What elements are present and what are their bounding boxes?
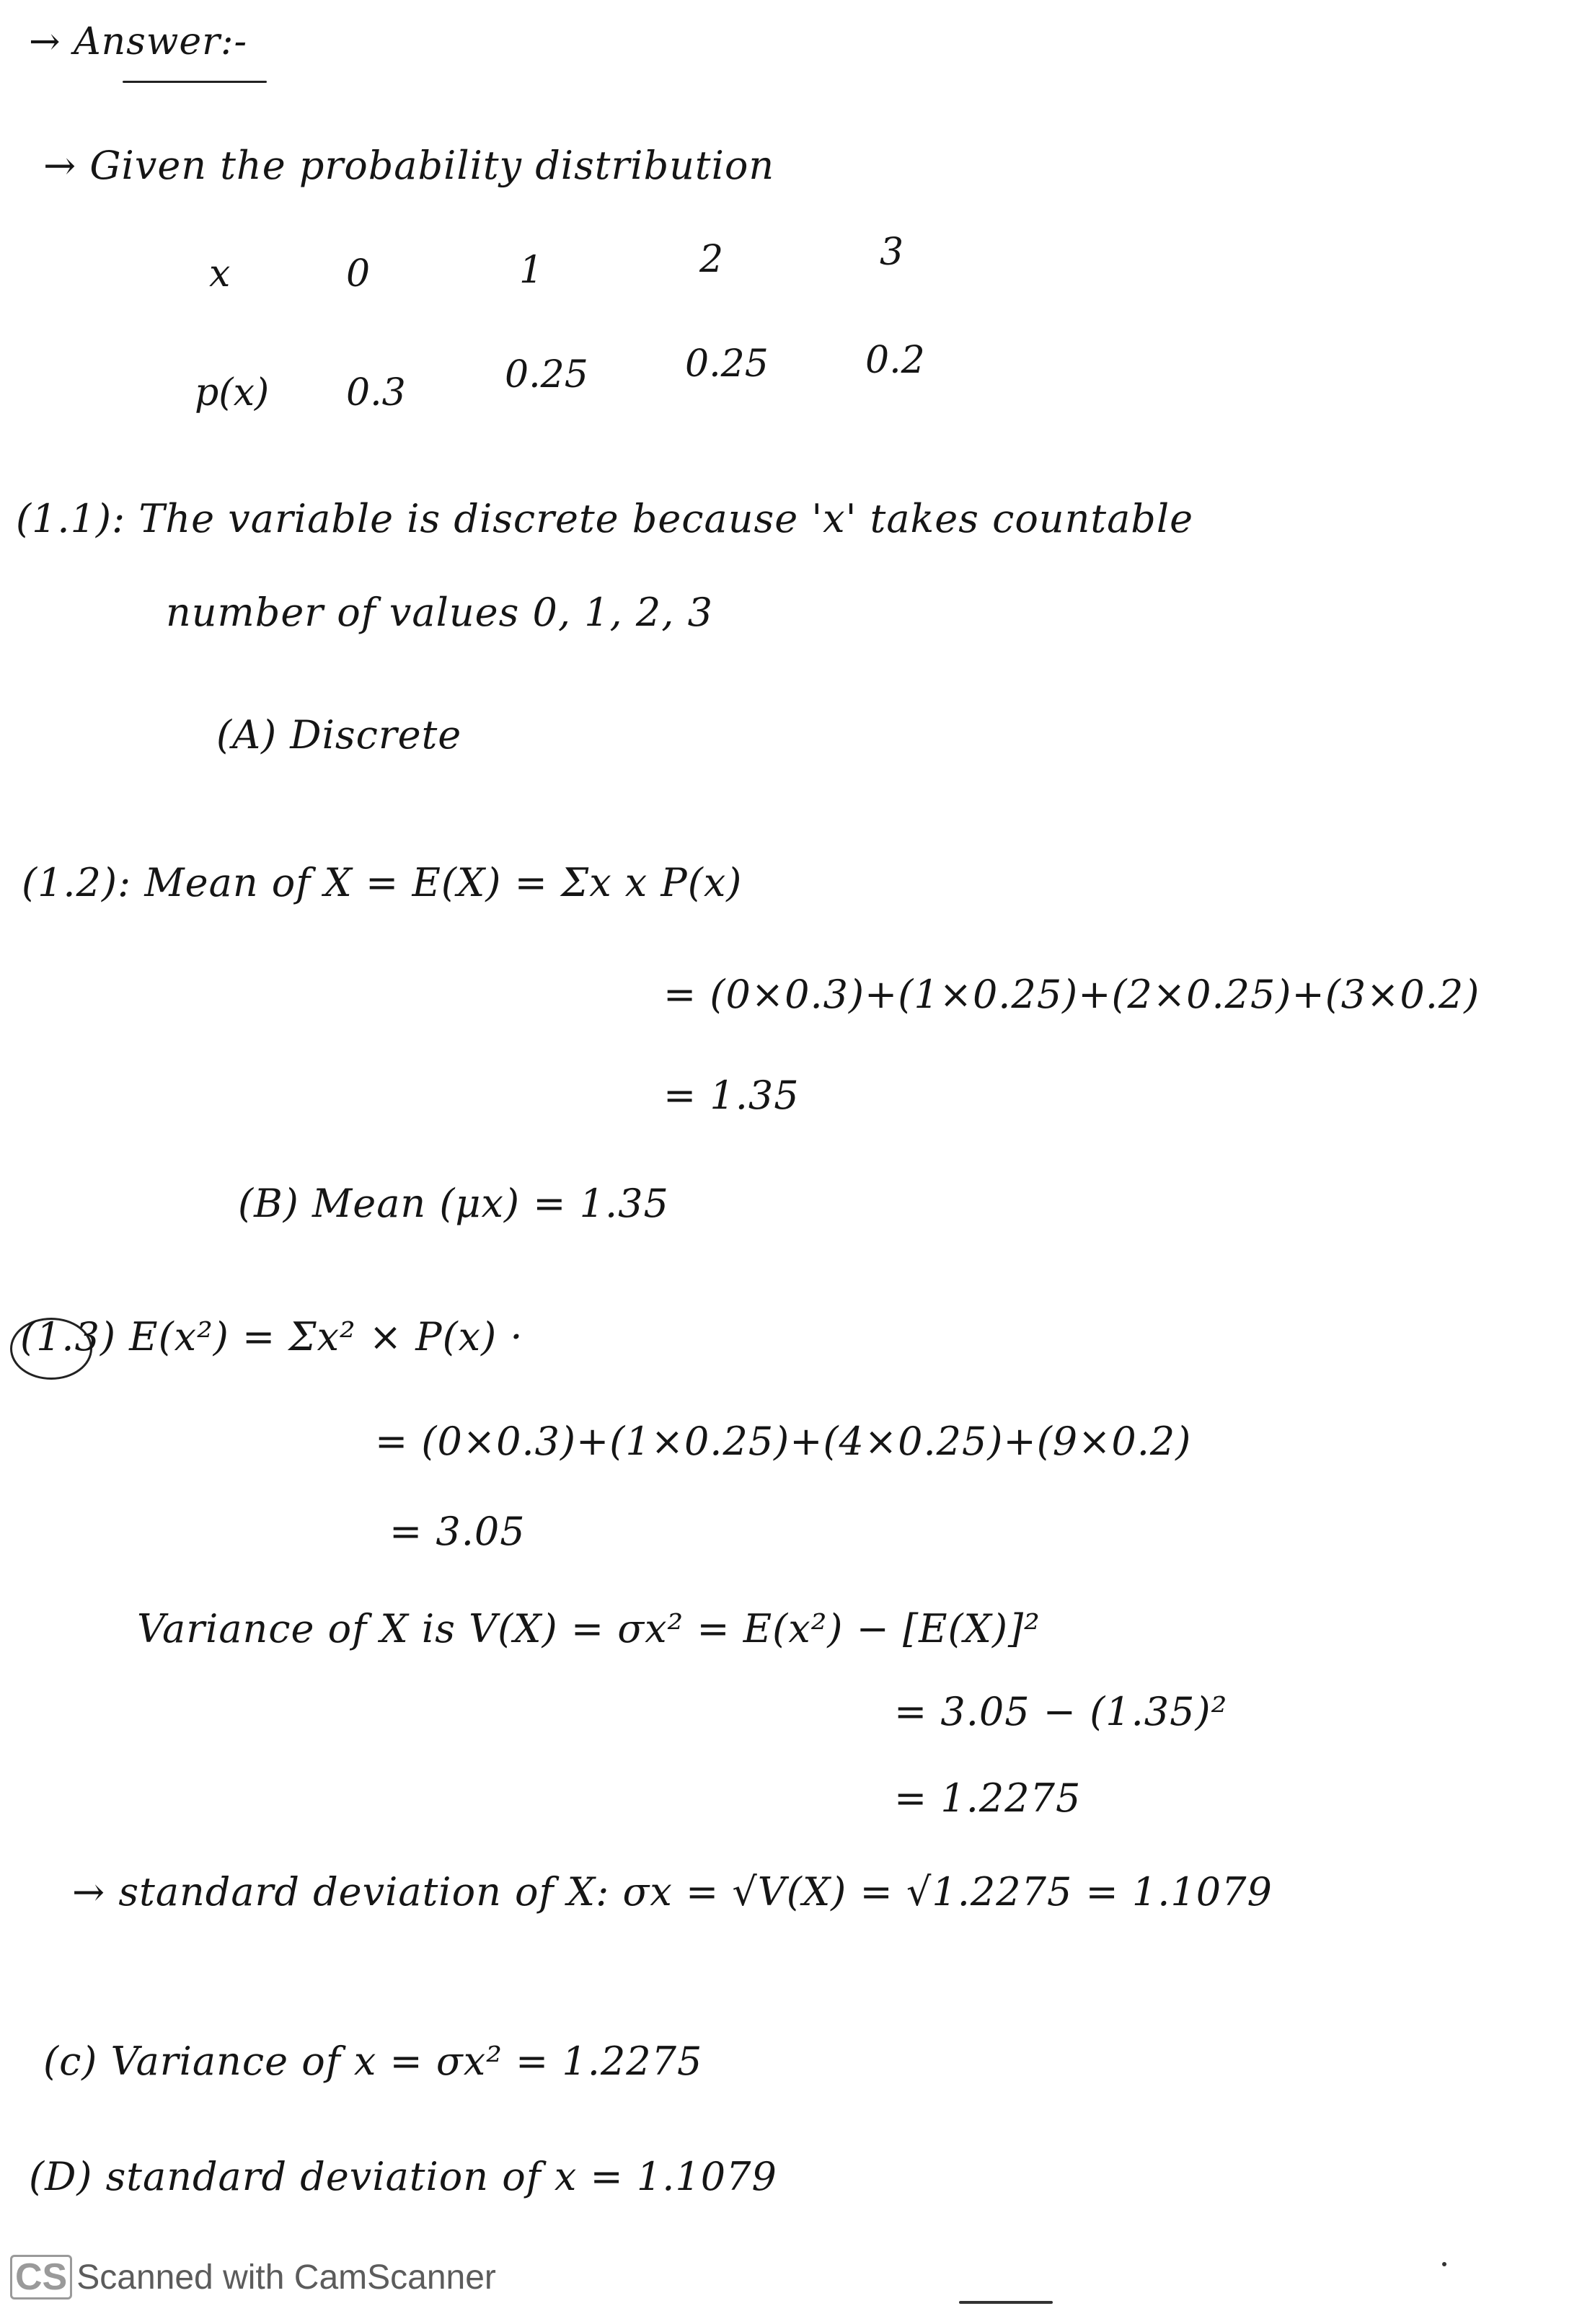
part-1-3-line-4: Variance of X is V(X) = σx² = E(x²) − [E(X)]² [137,1606,1040,1651]
part-1-2-line-1: (1.2): Mean of X = E(X) = Σx x P(x) [22,860,743,905]
table-px-value: 0.3 [346,371,406,414]
part-1-1-line-2: number of values 0, 1, 2, 3 [166,590,713,635]
part-1-1-line-1: (1.1): The variable is discrete because 'x' takes countable [16,496,1194,541]
table-px-value: 0.25 [685,342,769,386]
camscanner-text: Scanned with CamScanner [76,2258,496,2297]
answer-heading: → Answer:- [29,20,248,63]
part-1-3-line-3: = 3.05 [389,1509,526,1554]
table-x-value: 0 [346,252,371,296]
part-1-2-line-2: = (0×0.3)+(1×0.25)+(2×0.25)+(3×0.2) [663,972,1480,1017]
bottom-pen-mark [959,2301,1053,2304]
part-1-3-line-2: = (0×0.3)+(1×0.25)+(4×0.25)+(9×0.2) [375,1419,1192,1464]
table-px-label: p(x) [195,371,270,414]
table-px-value: 0.25 [505,353,588,396]
stray-dot [1442,2262,1446,2266]
intro-line: → Given the probability distribution [43,143,775,188]
table-x-label: x [209,252,231,296]
part-1-3-line-5: = 3.05 − (1.35)² [894,1689,1228,1734]
table-px-value: 0.2 [865,339,925,382]
part-1-3-line-7: → standard deviation of X: σx = √V(X) = √1.2275 = 1.1079 [72,1869,1273,1915]
table-x-value: 3 [880,231,904,274]
heading-underline [123,81,267,83]
camscanner-watermark [10,2255,496,2299]
part-1-3-line-6: = 1.2275 [894,1775,1082,1821]
answer-a: (A) Discrete [216,712,462,758]
answer-c: (c) Variance of x = σx² = 1.2275 [43,2039,703,2084]
part-1-2-line-3: = 1.35 [663,1073,800,1118]
table-x-value: 2 [699,238,724,281]
table-x-value: 1 [519,249,544,292]
answer-d: (D) standard deviation of x = 1.1079 [29,2154,777,2199]
camscanner-logo-icon: CS [10,2255,72,2299]
answer-b: (B) Mean (μx) = 1.35 [238,1181,669,1226]
part-1-3-line-1: (1.3) E(x²) = Σx² × P(x) · [20,1314,523,1360]
